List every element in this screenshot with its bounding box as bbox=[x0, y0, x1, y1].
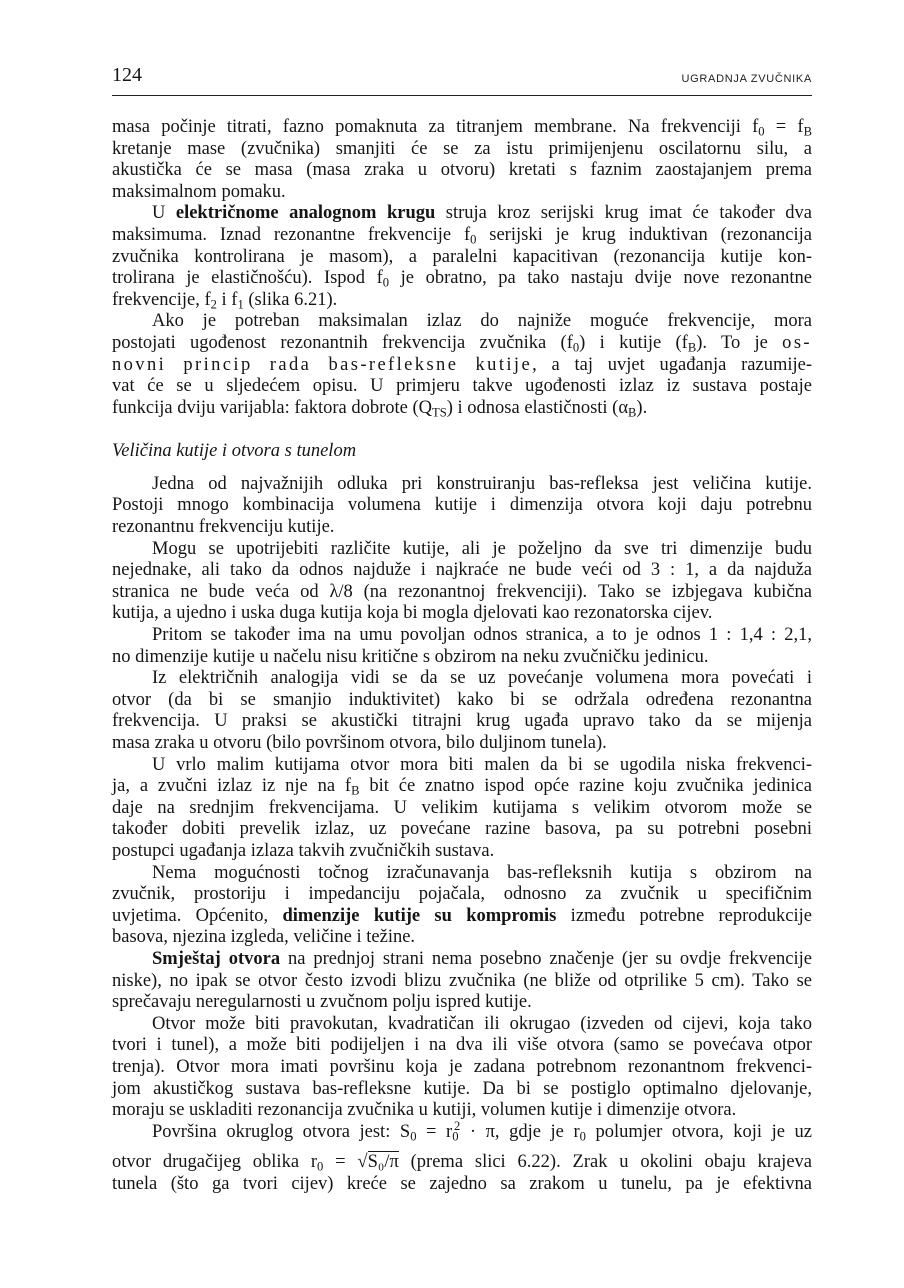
text-run: bit će znatno ispod opće razine koju zvučnika jedinica bbox=[359, 776, 812, 797]
text-line bbox=[112, 582, 812, 604]
text-run: (slika 6.21). bbox=[243, 289, 338, 310]
paragraph bbox=[112, 863, 812, 949]
text-run: no dimenzije kutije u načelu nisu kritične s obzirom na neku zvučničku jedinicu. bbox=[112, 646, 709, 667]
text-line bbox=[112, 290, 812, 312]
text-run: (prema slici 6.22). Zrak u okolini obaju krajeva bbox=[398, 1152, 812, 1173]
text-line bbox=[112, 539, 812, 561]
text-run: sprečavaju neregularnosti u zvučnom polju ispred kutije. bbox=[112, 992, 532, 1013]
text-run: Iz električnih analogija vidi se da se uz povećanje volumena mora povećati i bbox=[152, 668, 812, 689]
bold-term: Smještaj otvora bbox=[152, 948, 281, 969]
paragraph bbox=[112, 1014, 812, 1122]
text-run: funkcija dviju varijabla: faktora dobrote (Q bbox=[112, 397, 433, 418]
section-heading: Veličina kutije i otvora s tunelom bbox=[112, 440, 357, 461]
text-line bbox=[112, 690, 812, 712]
text-line bbox=[112, 517, 812, 539]
text-run: ) i odnosa elastičnosti (α bbox=[446, 397, 629, 418]
subscript: B bbox=[803, 124, 812, 139]
subscript: 0 bbox=[758, 124, 765, 139]
text-line bbox=[112, 668, 812, 690]
text-run: i f bbox=[216, 289, 238, 310]
text-run: kutija, a ujedno i uska duga kutija koja bi mogla djelovati kao rezonatorska cijev. bbox=[112, 603, 713, 624]
spaced-emphasis: novni princip rada bas-refleksne kutije bbox=[112, 354, 533, 375]
text-run: , a taj uvjet ugađanja razumije- bbox=[532, 354, 812, 375]
text-run: serijski je krug induktivan (rezonancija bbox=[476, 224, 812, 245]
text-line bbox=[112, 906, 812, 928]
text-line bbox=[112, 971, 812, 993]
text-line bbox=[112, 225, 812, 247]
text-run: otvor drugačijeg oblika r bbox=[112, 1152, 318, 1173]
text-run: masa počinje titrati, fazno pomaknuta za titranjem membrane. Na frekvenciji f bbox=[112, 117, 759, 137]
text-run: tvori i tunel), a može biti podijeljen i na dva ili više otvora (samo se povećava otpor bbox=[112, 1035, 812, 1056]
text-run: Mogu se upotrijebiti različite kutije, ali je poželjno da sve tri dimenzije budu bbox=[152, 538, 812, 559]
text-run: Postoji mnogo kombinacija volumena kutije i dimenzija otvora koji daju potrebnu bbox=[112, 495, 812, 516]
text-line bbox=[112, 1151, 812, 1174]
subscript: 1 bbox=[237, 297, 244, 312]
subscript: B bbox=[351, 783, 360, 798]
text-run: ja, a zvučni izlaz iz nje na f bbox=[112, 776, 352, 797]
text-block bbox=[112, 117, 812, 1195]
superscript: 2 bbox=[454, 1119, 461, 1134]
text-line bbox=[112, 1035, 812, 1057]
text-run: vat će se u sljedećem opisu. U primjeru takve ugođenosti izlaz iz sustava postaje bbox=[112, 376, 812, 397]
text-line bbox=[112, 160, 812, 182]
text-run: je obratno, pa tako nastaju dvije nove rezonantne bbox=[389, 268, 812, 289]
text-run: ) i kutije (f bbox=[579, 332, 688, 353]
text-run: ). To je bbox=[696, 332, 783, 353]
text-run: masa zraka u otvoru (bilo površinom otvora, bilo duljinom tunela). bbox=[112, 733, 607, 754]
text-run: basova, njezina izgleda, veličine i težine. bbox=[112, 927, 416, 948]
text-run: frekvencije, f bbox=[112, 289, 211, 310]
text-run: daje na srednjim frekvencijama. U velikim kutijama s velikim otvorom može se bbox=[112, 797, 812, 818]
text-run: između potrebne reprodukcije bbox=[556, 905, 812, 926]
text-run: kretanje mase (zvučnika) smanjiti će se za istu primijenjenu oscilatornu silu, a bbox=[112, 138, 812, 159]
text-run: = √ bbox=[323, 1152, 368, 1173]
text-line bbox=[112, 117, 812, 139]
text-line bbox=[112, 863, 812, 885]
text-run: Površina okruglog otvora jest: S bbox=[152, 1121, 411, 1142]
text-line bbox=[112, 182, 812, 204]
text-line bbox=[112, 398, 812, 420]
bold-term: električnome analognom krugu bbox=[175, 203, 436, 224]
text-run: trolirana je elastičnošću). Ispod f bbox=[112, 268, 383, 289]
text-run: postupci ugađanja izlaza takvih zvučničkih sustava. bbox=[112, 840, 495, 861]
text-line bbox=[112, 268, 812, 290]
text-run: = f bbox=[764, 117, 804, 137]
paragraph bbox=[112, 117, 812, 203]
subscript: 0 bbox=[470, 232, 477, 247]
text-line bbox=[112, 203, 812, 225]
paragraph bbox=[112, 949, 812, 1014]
subscript: 0 bbox=[410, 1129, 417, 1144]
subscript: 2 bbox=[210, 297, 217, 312]
text-line bbox=[112, 560, 812, 582]
text-line bbox=[112, 139, 812, 161]
text-run: Ako je potreban maksimalan izlaz do najniže moguće frekvencije, mora bbox=[152, 311, 812, 332]
subscript: TS bbox=[432, 405, 447, 420]
text-run: Jedna od najvažnijih odluka pri konstruiranju bas-refleksa jest veličina kutije. bbox=[152, 473, 812, 494]
text-line bbox=[112, 376, 812, 398]
text-line bbox=[112, 841, 812, 863]
text-run: niske), no ipak se otvor često izvodi blizu zvučnika (ne bliže od otprilike 5 cm). Tako se bbox=[112, 970, 812, 991]
text-line bbox=[112, 949, 812, 971]
text-line bbox=[112, 495, 812, 517]
text-line bbox=[112, 819, 812, 841]
text-run: zvučnika kontrolirana je masom), a paralelni kapacitivan (rezonancija kutije kon- bbox=[112, 246, 812, 267]
text-run: maksimalnom pomaku. bbox=[112, 181, 286, 202]
paragraph bbox=[112, 755, 812, 863]
page-header bbox=[112, 60, 812, 94]
subscript: 0 bbox=[317, 1159, 324, 1174]
text-line bbox=[112, 474, 812, 496]
text-run: stranica ne bude veća od λ/8 (na rezonantnoj frekvenciji). Tako se izbjegava kubična bbox=[112, 581, 812, 602]
text-run: struja kroz serijski krug imat će također dva bbox=[435, 203, 812, 224]
text-run: ). bbox=[636, 397, 648, 418]
text-line bbox=[112, 1014, 812, 1036]
text-line bbox=[112, 927, 812, 949]
text-line bbox=[112, 992, 812, 1014]
paragraph bbox=[112, 625, 812, 668]
subscript: 0 bbox=[572, 340, 580, 355]
text-run: postojati ugođenost rezonantnih frekvencija zvučnika (f bbox=[112, 332, 573, 353]
text-line bbox=[112, 603, 812, 625]
text-line bbox=[112, 1079, 812, 1101]
text-line bbox=[112, 311, 812, 333]
text-line bbox=[112, 1119, 812, 1144]
text-run: maksimuma. Iznad rezonantne frekvencije f bbox=[112, 224, 471, 245]
paragraph bbox=[112, 539, 812, 625]
running-title: UGRADNJA ZVUČNIKA bbox=[681, 73, 812, 85]
text-run: otvor (da bi se smanjio induktivitet) kako bi se održala određena rezonantna bbox=[112, 689, 812, 710]
text-run: Nema mogućnosti točnog izračunavanja bas-refleksnih kutija s obzirom na bbox=[152, 862, 812, 883]
text-run: rezonantnu frekvenciju kutije. bbox=[112, 517, 335, 538]
text-line bbox=[112, 711, 812, 733]
text-line bbox=[112, 1100, 812, 1122]
text-line bbox=[112, 733, 812, 755]
text-line bbox=[112, 884, 812, 906]
text-run: trenja). Otvor mora imati površinu koja je zadana potrebnom rezonantnom frekvenci- bbox=[112, 1056, 812, 1077]
paragraph bbox=[112, 668, 812, 754]
text-run: frekvencija. U praksi se akustički titrajni krug ugađa upravo tako da se mijenja bbox=[112, 711, 812, 732]
text-run: nejednake, ali tako da odnos najduže i najkraće ne bude veći od 3 : 1, a da najduža bbox=[112, 560, 812, 581]
text-run: Otvor može biti pravokutan, kvadratičan ili okrugao (izveden od cijevi, koja tako bbox=[152, 1013, 812, 1034]
subscript: 0 bbox=[382, 275, 390, 290]
radicand: S₀/π bbox=[367, 1152, 399, 1173]
subscript: 0 bbox=[452, 1129, 459, 1144]
text-line bbox=[112, 776, 812, 798]
text-run: U bbox=[152, 203, 176, 224]
text-run: Pritom se također ima na umu povoljan odnos stranica, a to je odnos 1 : 1,4 : 2,1, bbox=[152, 625, 812, 646]
text-run: akustička će se masa (masa zraka u otvoru) kretati s faznim zaostajanjem prema bbox=[112, 160, 812, 181]
text-line bbox=[112, 247, 812, 269]
text-run: uvjetima. Općenito, bbox=[112, 905, 283, 926]
text-run: = r bbox=[416, 1121, 453, 1142]
subscript: B bbox=[628, 405, 637, 420]
paragraph bbox=[112, 1119, 812, 1196]
page-number: 124 bbox=[112, 64, 142, 86]
paragraph bbox=[112, 474, 812, 539]
text-run: moraju se uskladiti rezonancija zvučnika u kutiji, volumen kutije i dimenzije otvora. bbox=[112, 1100, 737, 1121]
text-line bbox=[112, 625, 812, 647]
text-run: na prednjoj strani nema posebno značenje (jer su ovdje frekvencije bbox=[280, 948, 812, 969]
text-line bbox=[112, 755, 812, 777]
text-line bbox=[112, 647, 812, 669]
text-line bbox=[112, 1174, 812, 1196]
text-line bbox=[112, 355, 812, 377]
paragraph bbox=[112, 203, 812, 311]
spaced-emphasis: os- bbox=[782, 332, 812, 353]
text-run: U vrlo malim kutijama otvor mora biti malen da bi se ugodila niska frekvenci- bbox=[152, 754, 812, 775]
text-line bbox=[112, 798, 812, 820]
subscript: B bbox=[687, 340, 697, 355]
text-line bbox=[112, 1057, 812, 1079]
text-run: zvučnik, prostoriju i impedanciju pojačala, odnosno za zvučnik u specifičnim bbox=[112, 884, 812, 905]
text-run: jom akustičkog sustava bas-refleksne kutije. Da bi se postiglo optimalno djelovanje, bbox=[112, 1078, 812, 1099]
text-run: polumjer otvora, koji je uz bbox=[585, 1121, 812, 1142]
text-run: također dobiti prevelik izlaz, uz povećane razine basova, pa su potrebni posebni bbox=[112, 819, 812, 840]
text-run: · π, gdje je r bbox=[460, 1121, 580, 1142]
text-line bbox=[112, 333, 812, 355]
header-rule bbox=[112, 95, 812, 96]
paragraph bbox=[112, 311, 812, 419]
bold-term: dimenzije kutije su kompromis bbox=[282, 905, 557, 926]
text-run: tunela (što ga tvori cijev) kreće se zajedno sa zrakom u tunelu, pa je efektivna bbox=[112, 1173, 812, 1194]
subscript: 0 bbox=[579, 1129, 586, 1144]
